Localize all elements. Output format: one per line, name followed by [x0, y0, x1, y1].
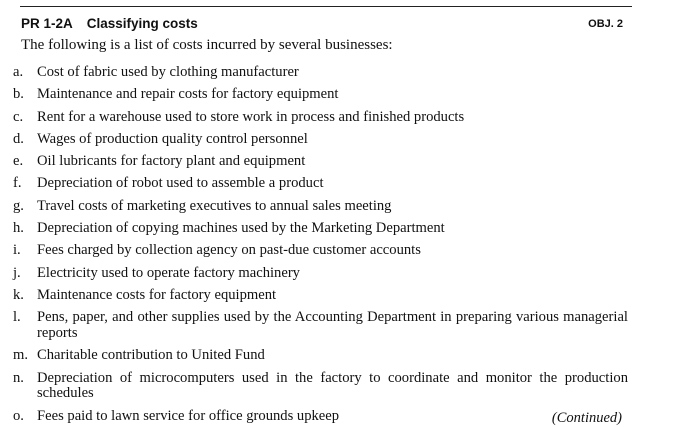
list-item	[13, 172, 628, 194]
item-text: Fees charged by collection agency on past-due customer accounts	[37, 242, 421, 259]
item-letter: j.	[13, 264, 21, 281]
problem-heading	[21, 16, 198, 31]
item-text: Maintenance costs for factory equipment	[37, 286, 277, 303]
list-item	[13, 150, 628, 172]
list-item	[13, 405, 628, 427]
item-text: Travel costs of marketing executives to annual sales meeting	[37, 197, 392, 214]
item-letter: i.	[13, 242, 21, 259]
item-letter: a.	[13, 64, 24, 80]
item-letter: h.	[13, 220, 24, 237]
list-item	[13, 306, 628, 344]
list-item	[13, 367, 628, 405]
list-item	[13, 217, 628, 239]
list-item	[13, 239, 628, 261]
problem-number: PR 1-2A	[21, 16, 73, 31]
objective-label: OBJ. 2	[588, 18, 623, 30]
list-item	[13, 106, 628, 128]
item-text: Depreciation of robot used to assemble a product	[37, 175, 324, 192]
item-letter: k.	[13, 286, 24, 303]
item-text: Rent for a warehouse used to store work in process and finished products	[37, 108, 465, 125]
list-item	[13, 284, 628, 306]
item-text: Electricity used to operate factory machinery	[37, 264, 300, 281]
list-item	[13, 61, 628, 83]
item-letter: o.	[13, 407, 24, 424]
item-letter: b.	[13, 86, 24, 103]
item-letter: f.	[13, 175, 22, 192]
item-letter: m.	[13, 347, 28, 364]
problem-intro: The following is a list of costs incurred by several businesses:	[21, 37, 393, 53]
continued-note: (Continued)	[551, 410, 622, 426]
cost-list	[13, 61, 628, 427]
item-letter: n.	[13, 369, 24, 386]
list-item	[13, 262, 628, 284]
item-text: Pens, paper, and other supplies used by the Accounting Department in preparing various managerial reports	[37, 309, 628, 341]
list-item	[13, 83, 628, 105]
item-letter: g.	[13, 197, 24, 214]
item-letter: d.	[13, 130, 24, 147]
item-text: Cost of fabric used by clothing manufacturer	[37, 64, 299, 80]
item-letter: l.	[13, 309, 21, 326]
item-text: Oil lubricants for factory plant and equipment	[37, 153, 306, 170]
item-text: Depreciation of microcomputers used in the factory to coordinate and monitor the production schedules	[37, 369, 628, 402]
problem-title: Classifying costs	[86, 16, 198, 31]
list-item	[13, 195, 628, 217]
item-text: Maintenance and repair costs for factory equipment	[37, 86, 339, 103]
list-item	[13, 128, 628, 150]
list-item	[13, 344, 628, 366]
item-text: Charitable contribution to United Fund	[37, 347, 265, 364]
top-rule	[20, 6, 632, 7]
item-letter: e.	[13, 153, 24, 170]
item-text: Fees paid to lawn service for office grounds upkeep	[37, 407, 340, 424]
item-letter: c.	[13, 108, 24, 125]
item-text: Depreciation of copying machines used by the Marketing Department	[37, 220, 445, 237]
item-text: Wages of production quality control personnel	[37, 130, 308, 147]
